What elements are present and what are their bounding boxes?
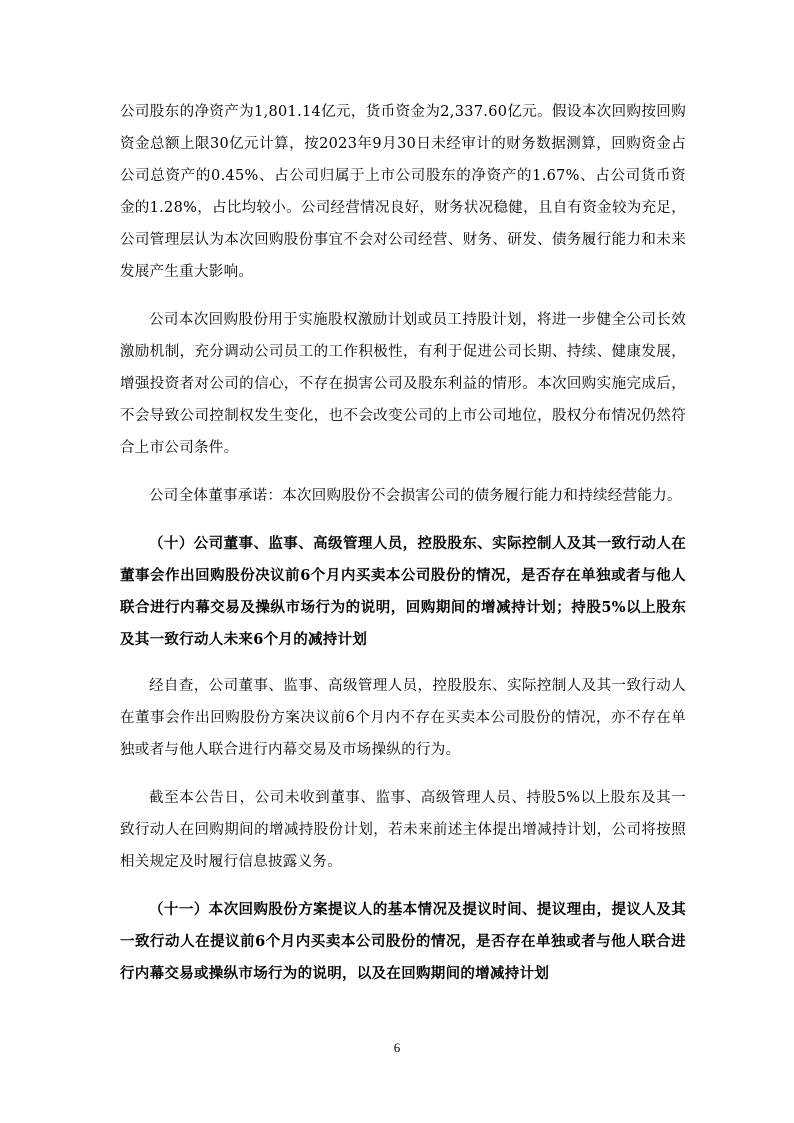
paragraph-self-inspection: 经自查，公司董事、监事、高级管理人员，控股股东、实际控制人及其一致行动人在董事会作出回购股份方案决议前6个月内不存在买卖本公司股份的情况，亦不存在单独或者与他人联合进行内幕交易及市场操纵的行为。 xyxy=(120,678,686,758)
section-heading-11: （十一）本次回购股份方案提议人的基本情况及提议时间、提议理由，提议人及其一致行动人在提议前6个月内买卖本公司股份的情况，是否存在单独或者与他人联合进行内幕交易或操纵市场行为的说明，以及在回购期间的增减持计划 xyxy=(120,901,686,982)
paragraph-director-commitment: 公司全体董事承诺：本次回购股份不会损害公司的债务履行能力和持续经营能力。 xyxy=(149,488,682,504)
paragraph-holding-plans: 截至本公告日，公司未收到董事、监事、高级管理人员、持股5%以上股东及其一致行动人在回购期间的增减持股份计划，若未来前述主体提出增减持计划，公司将按照相关规定及时履行信息披露义务。 xyxy=(120,790,686,870)
page-number: 6 xyxy=(393,1040,401,1055)
section-heading-10: （十）公司董事、监事、高级管理人员，控股股东、实际控制人及其一致行动人在董事会作出回购股份决议前6个月内买卖本公司股份的情况，是否存在单独或者与他人联合进行内幕交易及操纵市场行为的说明，回购期间的增减持计划；持股5%以上股东及其一致行动人未来6个月的减持计划 xyxy=(120,535,686,648)
paragraph-financial-impact: 公司股东的净资产为1,801.14亿元，货币资金为2,337.60亿元。假设本次回购按回购资金总额上限30亿元计算，按2023年9月30日未经审计的财务数据测算，回购资金占公司总资产的0.45%、占公司归属于上市公司股东的净资产的1.67%、占公司货币资金的1.28%，占比均较小。公司经营情况良好，财务状况稳健，且自有资金较为充足，公司管理层认为本次回购股份事宜不会对公司经营、财务、研发、债务履行能力和未来发展产生重大影响。 xyxy=(120,104,686,280)
paragraph-buyback-purpose: 公司本次回购股份用于实施股权激励计划或员工持股计划，将进一步健全公司长效激励机制，充分调动公司员工的工作积极性，有利于促进公司长期、持续、健康发展，增强投资者对公司的信心，不存在损害公司及股东利益的情形。本次回购实施完成后，不会导致公司控制权发生变化，也不会改变公司的上市公司地位，股权分布情况仍然符合上市公司条件。 xyxy=(120,312,686,456)
document-body xyxy=(120,96,686,1004)
